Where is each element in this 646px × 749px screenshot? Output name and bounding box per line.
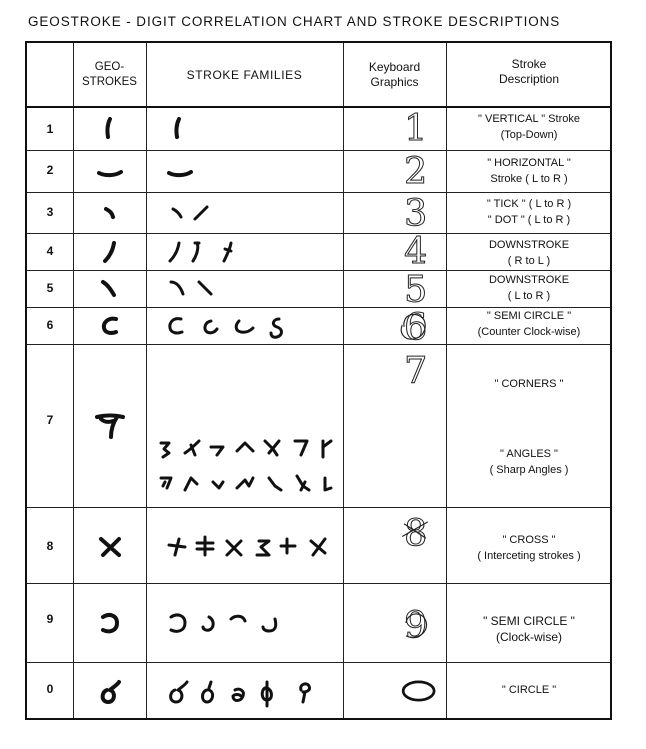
stroke-description <box>448 376 610 392</box>
stroke-description <box>448 237 610 269</box>
description-line: " SEMI CIRCLE " <box>486 310 572 322</box>
row-divider <box>27 192 610 193</box>
description-line: " DOT " ( L to R ) <box>487 214 571 226</box>
keyboard-digit-7 <box>345 348 445 388</box>
description-line: (Clock-wise) <box>496 630 562 644</box>
stroke-description <box>448 446 610 478</box>
row-digit: 9 <box>46 612 54 626</box>
description-line: " HORIZONTAL " <box>487 157 571 169</box>
header-keyboard-graphics: Keyboard Graphics <box>368 60 421 89</box>
family-tick-dot <box>161 199 231 227</box>
description-line: " SEMI CIRCLE " <box>483 614 575 628</box>
chart-title: GEOSTROKE - DIGIT CORRELATION CHART AND STROKE DESCRIPTIONS <box>28 14 561 29</box>
description-line: DOWNSTROKE <box>488 239 570 251</box>
column-divider <box>446 43 447 718</box>
stroke-description <box>448 682 610 698</box>
header-stroke-description: Stroke Description <box>498 57 560 86</box>
stroke-description <box>448 308 610 340</box>
keyboard-digit-2 <box>345 149 445 189</box>
row-divider <box>27 106 610 108</box>
correlation-table <box>25 41 612 720</box>
row-digit: 8 <box>46 539 54 553</box>
description-line: Stroke ( L to R ) <box>490 173 568 185</box>
keyboard-digit-0 <box>345 671 445 711</box>
stroke-description <box>448 532 610 564</box>
keyboard-digit-text: 4 <box>404 229 428 269</box>
description-line: " ANGLES " <box>500 448 558 460</box>
stroke-description <box>448 272 610 304</box>
description-line: (Counter Clock-wise) <box>477 326 581 338</box>
description-line: ( R to L ) <box>507 255 551 267</box>
row-divider <box>27 662 610 663</box>
family-semicircle-cw <box>161 607 321 639</box>
keyboard-digit-8 <box>345 511 445 551</box>
stroke-description <box>448 111 610 143</box>
row-divider <box>27 507 610 508</box>
geostroke-vertical <box>93 113 127 143</box>
family-cross <box>161 531 346 563</box>
row-digit: 2 <box>46 163 54 177</box>
geostroke-semicircle-ccw <box>93 311 127 341</box>
geostroke-cross <box>93 531 127 563</box>
family-circle <box>161 676 341 710</box>
stroke-description <box>448 613 610 645</box>
keyboard-digit-text: 1 <box>404 106 428 146</box>
row-divider <box>27 233 610 234</box>
keyboard-digit-5 <box>345 267 445 307</box>
geostroke-semicircle-cw <box>93 607 127 639</box>
family-corners <box>157 433 342 465</box>
geostroke-corner <box>91 407 129 443</box>
description-line: ( Sharp Angles ) <box>489 464 569 476</box>
family-horizontal <box>161 158 201 188</box>
geostroke-circle <box>93 676 127 708</box>
column-divider <box>146 43 147 718</box>
description-line: " CIRCLE " <box>501 684 557 696</box>
row-digit: 7 <box>46 413 54 427</box>
row-divider <box>27 150 610 151</box>
family-angles <box>157 468 342 500</box>
family-vertical <box>161 113 201 143</box>
family-downstroke-rl <box>161 237 271 267</box>
row-digit: 5 <box>46 281 54 295</box>
description-line: " TICK " ( L to R ) <box>486 198 572 210</box>
row-digit: 1 <box>46 122 54 136</box>
row-divider <box>27 270 610 271</box>
description-line: (Top-Down) <box>500 129 558 141</box>
description-line: " VERTICAL " Stroke <box>478 113 580 125</box>
geostroke-tick <box>93 199 127 227</box>
keyboard-digit-1 <box>345 106 445 146</box>
row-digit: 0 <box>46 682 54 696</box>
header-stroke-families: STROKE FAMILIES <box>186 68 303 82</box>
column-divider <box>343 43 344 718</box>
row-divider <box>27 583 610 584</box>
description-line: ( L to R ) <box>507 290 551 302</box>
header-geostrokes: GEO- STROKES <box>82 61 137 88</box>
geostroke-downstroke-lr <box>93 274 127 304</box>
geostroke-horizontal <box>93 158 127 188</box>
geostroke-downstroke-rl <box>93 237 127 267</box>
keyboard-digit-6 <box>345 305 445 345</box>
column-divider <box>73 43 74 718</box>
stroke-description <box>448 196 610 228</box>
row-divider <box>27 344 610 345</box>
keyboard-digit-text: 5 <box>404 267 428 307</box>
stroke-description <box>448 155 610 187</box>
row-digit: 4 <box>46 244 54 258</box>
description-line: ( Interceting strokes ) <box>477 550 581 562</box>
keyboard-digit-4 <box>345 229 445 269</box>
keyboard-digit-9 <box>345 603 445 643</box>
description-line: " CORNERS " <box>494 378 564 390</box>
keyboard-digit-text: 2 <box>404 149 428 189</box>
row-digit: 3 <box>46 205 54 219</box>
keyboard-digit-text: 8 <box>404 511 428 551</box>
keyboard-circle <box>403 682 434 700</box>
description-line: " CROSS " <box>502 534 556 546</box>
row-digit: 6 <box>46 318 54 332</box>
family-downstroke-lr <box>161 274 241 304</box>
keyboard-digit-text: 7 <box>404 348 428 388</box>
keyboard-digit-3 <box>345 191 445 231</box>
description-line: DOWNSTROKE <box>488 274 570 286</box>
family-semicircle-ccw <box>161 311 321 343</box>
keyboard-digit-text: 6 <box>404 305 428 345</box>
keyboard-digit-text: 3 <box>404 191 428 231</box>
keyboard-digit-text: 9 <box>404 603 428 643</box>
